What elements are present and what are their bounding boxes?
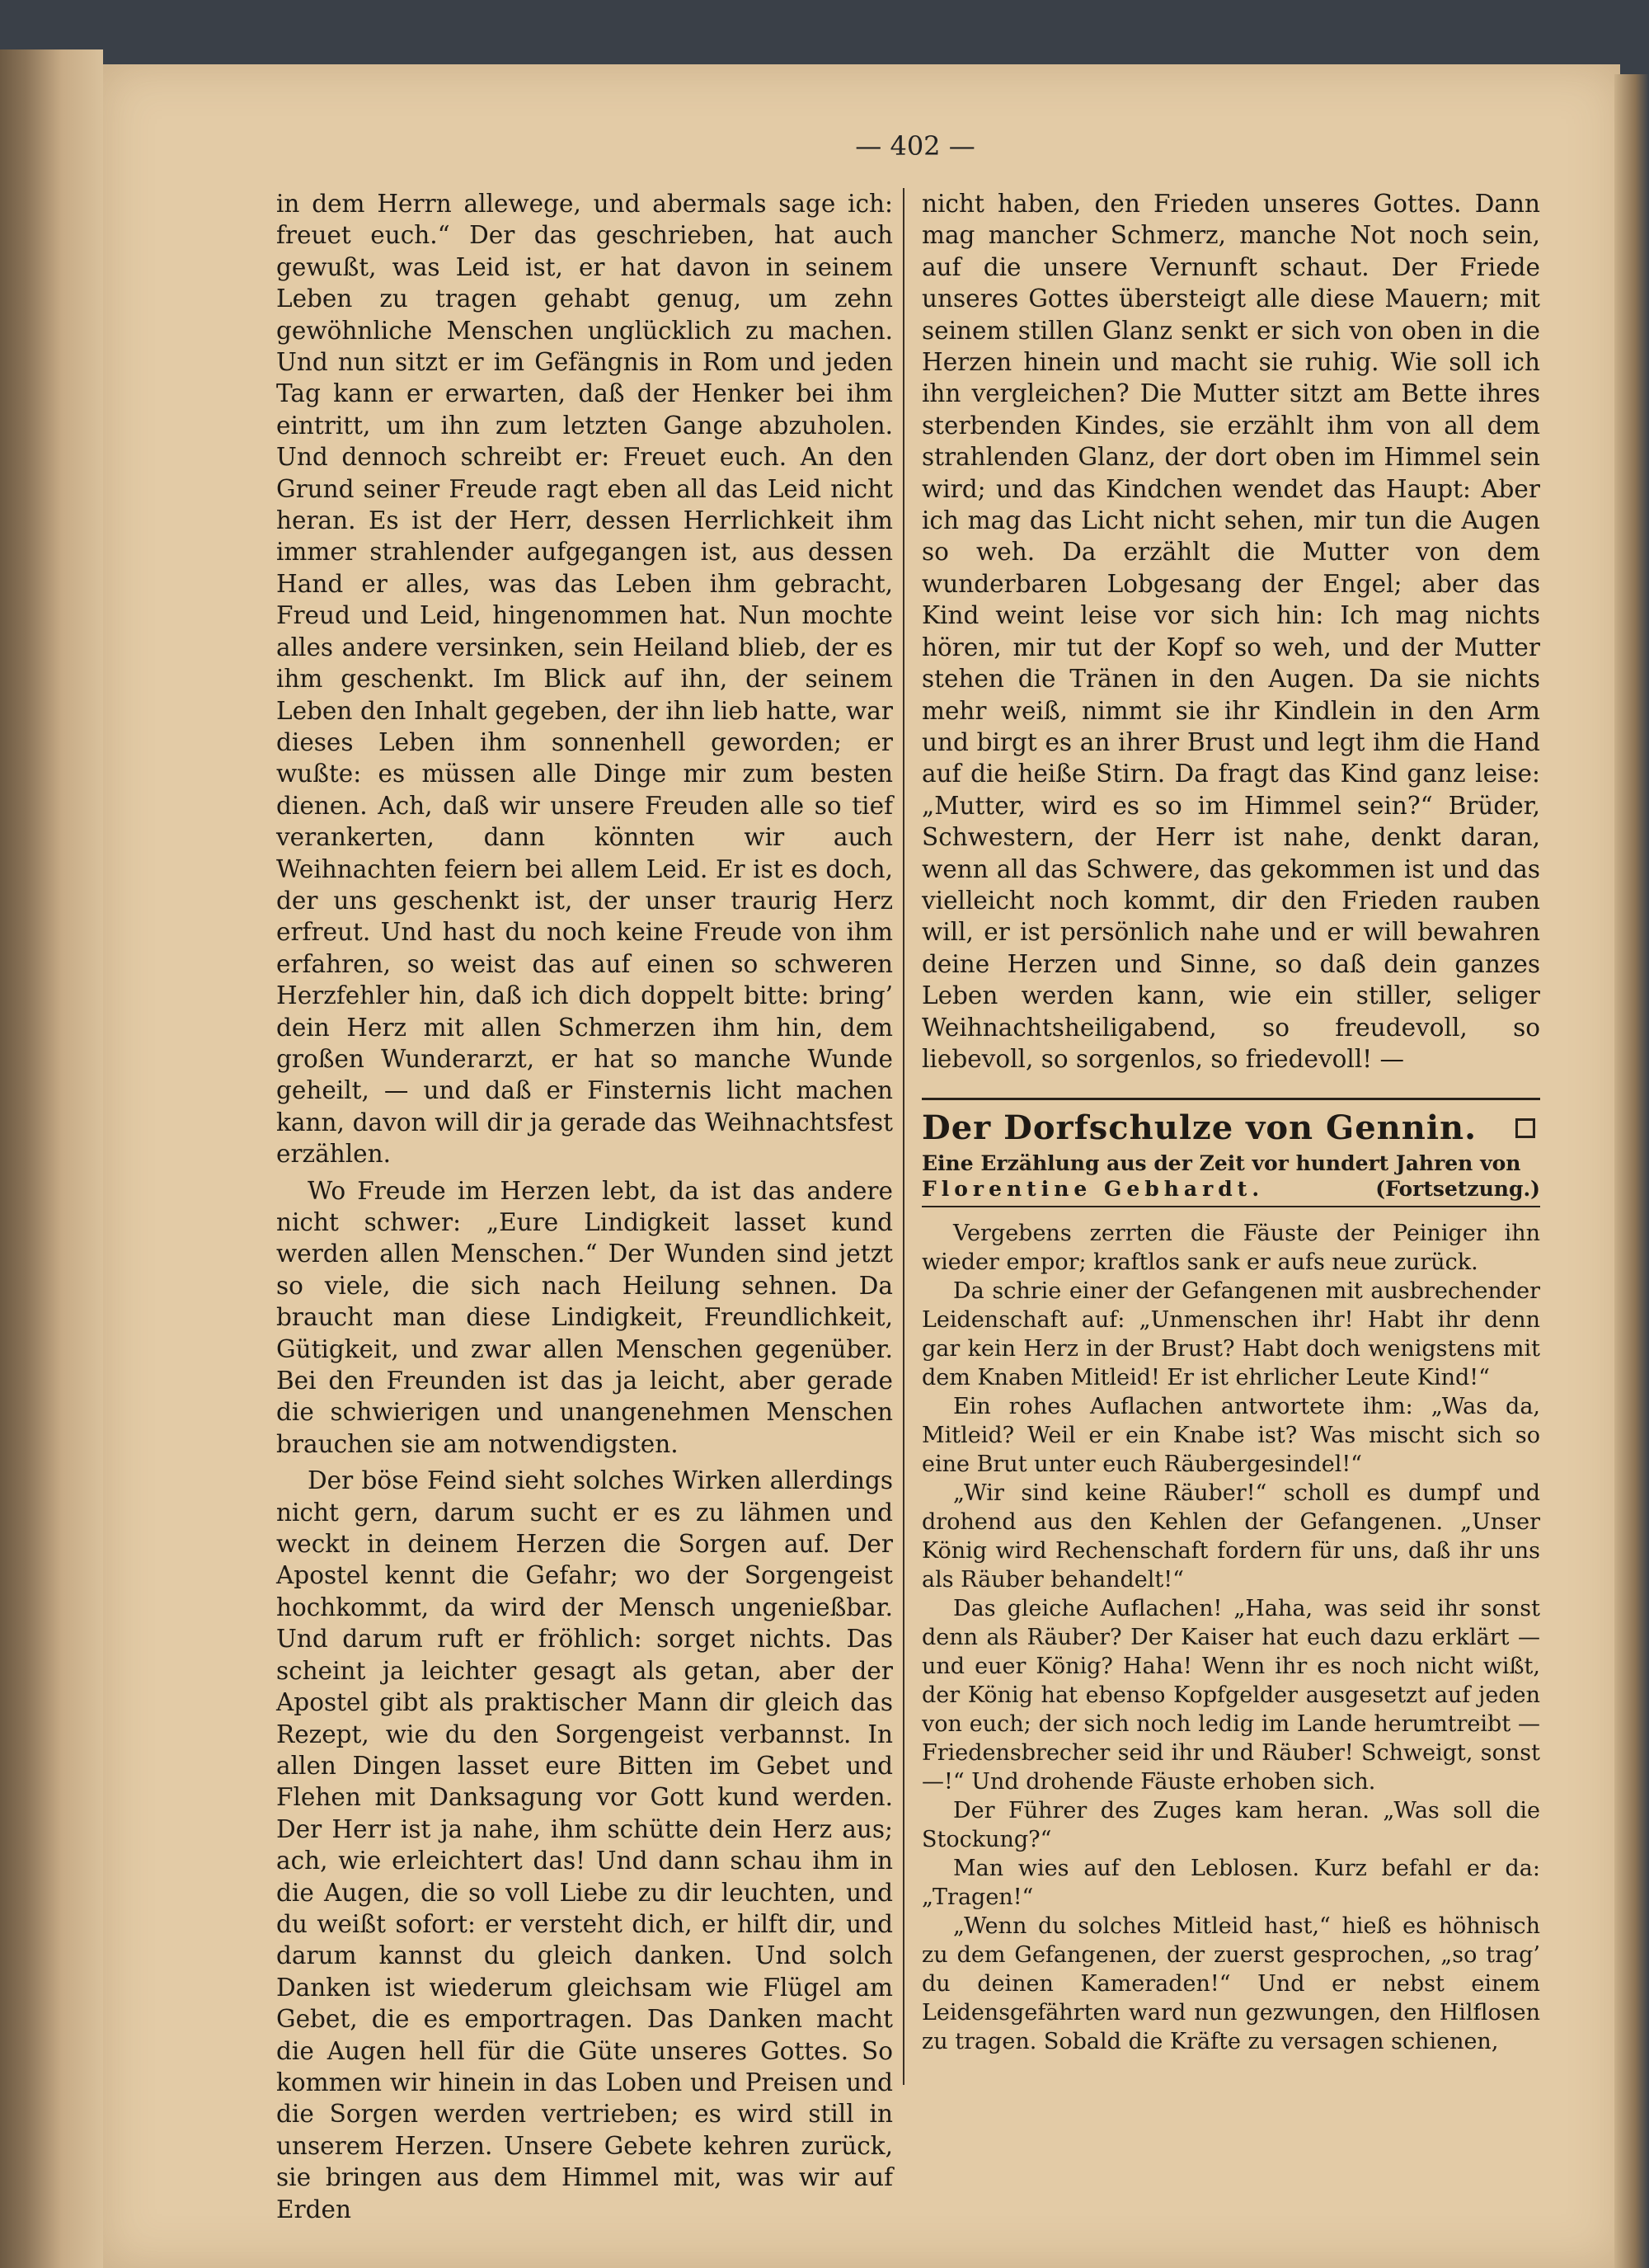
- paragraph: Der böse Feind sieht solches Wirken allerdings nicht gern, darum sucht er es zu lähmen und weckt in deinem Herzen die Sorgen auf. Der Apostel kennt die Gefahr; wo der Sorgengeist hochkommt, da wird der Mensch ungenießbar. Und darum ruft er fröhlich: sorget nichts. Das scheint ja leichter gesagt als getan, aber der Apostel gibt als praktischer Mann dir gleich das Rezept, wie du den Sorgengeist verbannst. In allen Dingen lasset eure Bitten im Gebet und Flehen mit Danksagung vor Gott kund werden. Der Herr ist ja nahe, ihm schütte dein Herz aus; ach, wie erleichtert das! Und dann schau ihm in die Augen, die so voll Liebe zu dir leuchten, und du weißt sofort: er versteht dich, er hilft dir, und darum kannst du gleich danken. Und solch Danken ist wiederum gleichsam wie Flügel am Gebet, die es emportragen. Das Danken macht die Augen hell für die Güte unseres Gottes. So kommen wir hinein in das Loben und Preisen und die Sorgen werden vertrieben; es wird still in unserem Herzen. Unsere Gebete kehren zurück, sie bringen aus dem Himmel mit, was wir auf Erden: [276, 1466, 893, 2223]
- story-body: [922, 1219, 1540, 2056]
- square-ornament-icon: [1515, 1118, 1535, 1138]
- page-edge: [1614, 74, 1649, 2268]
- story-author: Florentine Gebhardt.: [922, 1177, 1265, 1202]
- column-divider: [903, 188, 904, 2085]
- book-spine: [0, 49, 103, 2268]
- story-byline: [922, 1177, 1540, 1201]
- story-paragraph: Man wies auf den Leblosen. Kurz befahl er da: „Tragen!“: [922, 1856, 1540, 1911]
- story-title: Der Dorfschulze von Gennin.: [922, 1108, 1478, 1148]
- right-column: [922, 188, 1540, 2056]
- paragraph: Wo Freude im Herzen lebt, da ist das andere nicht schwer: „Eure Lindigkeit lasset kund werden allen Menschen.“ Der Wunden sind jetzt so viele, die sich nach Heilung sehnen. Da braucht man diese Lindigkeit, Freundlichkeit, Gütigkeit, und zwar allen Menschen gegenüber. Bei den Freunden ist das ja leicht, aber gerade die schwierigen und unangenehmen Menschen brauchen sie am notwendigsten.: [276, 1176, 893, 1458]
- story-paragraph: Ein rohes Auflachen antwortete ihm: „Was da, Mitleid? Weil er ein Knabe ist? Was mischt sich so eine Brut unter euch Räubergesindel!“: [922, 1394, 1540, 1478]
- story-title-row: [922, 1108, 1540, 1147]
- story-continuation: (Fortsetzung.): [1375, 1177, 1540, 1202]
- story-paragraph: Das gleiche Auflachen! „Haha, was seid ihr sonst denn als Räuber? Der Kaiser hat euch dazu erklärt — und euer König? Haha! Wenn ihr es noch nicht wißt, der König hat ebenso Kopfgelder ausgesetzt auf jeden von euch; der sich noch ledig im Lande herumtreibt — Friedensbrecher seid ihr und Räuber! Schweigt, sonst —!“ Und drohende Fäuste erhoben sich.: [922, 1596, 1540, 1795]
- paragraph: in dem Herrn allewege, und abermals sage ich: freuet euch.“ Der das geschrieben, hat auch gewußt, was Leid ist, er hat davon in seinem Leben zu tragen gehabt genug, um zehn gewöhnliche Menschen unglücklich zu machen. Und nun sitzt er im Gefängnis in Rom und jeden Tag kann er erwarten, daß der Henker bei ihm eintritt, um ihn zum letzten Gange abzuholen. Und dennoch schreibt er: Freuet euch. An den Grund seiner Freude ragt eben all das Leid nicht heran. Es ist der Herr, dessen Herrlichkeit ihm immer strahlender aufgegangen ist, aus dessen Hand er alles, was das Leben ihm gebracht, Freud und Leid, hingenommen hat. Nun mochte alles andere versinken, sein Heiland blieb, der es ihm geschenkt. Im Blick auf ihn, der seinem Leben den Inhalt gegeben, der ihn lieb hatte, war dieses Leben ihm sonnenhell geworden; er wußte: es müssen alle Dinge mir zum besten dienen. Ach, daß wir unsere Freuden alle so tief verankerten, dann könnten wir auch Weihnachten feiern bei allem Leid. Er ist es doch, der uns geschenkt ist, der unser traurig Herz erfreut. Und hast du noch keine Freude von ihm erfahren, so weist das auf einen so schweren Herzfehler hin, daß ich dich doppelt bitte: bring’ dein Herz mit allen Schmerzen ihm hin, dem großen Wunderarzt, er hat so manche Wunde geheilt, — und daß er Finsternis licht machen kann, davon will dir ja gerade das Weihnachtsfest erzählen.: [276, 190, 893, 1169]
- paragraph: nicht haben, den Frieden unseres Gottes. Dann mag mancher Schmerz, manche Not noch sein, auf die unsere Vernunft schaut. Der Friede unseres Gottes übersteigt alle diese Mauern; mit seinem stillen Glanz senkt er sich von oben in die Herzen hinein und macht sie ruhig. Wie soll ich ihn vergleichen? Die Mutter sitzt am Bette ihres sterbenden Kindes, sie erzählt ihm von all dem strahlenden Glanz, der dort oben im Himmel sein wird; und das Kindchen wendet das Haupt: Aber ich mag das Licht nicht sehen, mir tun die Augen so weh. Da erzählt die Mutter von dem wunderbaren Lobgesang der Engel; aber das Kind weint leise vor sich hin: Ich mag nichts hören, mir tut der Kopf so weh, und der Mutter stehen die Tränen in den Augen. Da sie nichts mehr weiß, nimmt sie ihr Kindlein in den Arm und birgt es an ihrer Brust und legt ihm die Hand auf die heiße Stirn. Da fragt das Kind ganz leise: „Mutter, wird es so im Himmel sein?“ Brüder, Schwestern, der Herr ist nahe, denkt daran, wenn all das Schwere, das gekommen ist und das vielleicht noch kommt, dir den Frieden rauben will, er ist persönlich nahe und er will bewahren deine Herzen und Sinne, so daß dein ganzes Leben werden kann, wie ein stiller, seliger Weihnachtsheiligabend, so freudevoll, so liebevoll, so sorgenlos, so friedevoll! —: [922, 190, 1540, 1073]
- story-paragraph: Der Führer des Zuges kam heran. „Was soll die Stockung?“: [922, 1798, 1540, 1853]
- story-paragraph: Da schrie einer der Gefangenen mit ausbrechender Leidenschaft auf: „Unmenschen ihr! Habt ihr denn gar kein Herz in der Brust? Habt doch wenigstens mit dem Knaben Mitleid! Er ist ehrlicher Leute Kind!“: [922, 1278, 1540, 1391]
- page-number: — 402 —: [855, 130, 975, 162]
- story-header: [922, 1098, 1540, 1207]
- story-paragraph: Vergebens zerrten die Fäuste der Peiniger ihn wieder empor; kraftlos sank er aufs neue zurück.: [922, 1221, 1540, 1276]
- story-paragraph: „Wir sind keine Räuber!“ scholl es dumpf und drohend aus den Kehlen der Gefangenen. „Unser König wird Rechenschaft fordern für uns, daß ihr uns als Räuber behandelt!“: [922, 1480, 1540, 1593]
- left-column: [276, 188, 893, 2225]
- story-paragraph: „Wenn du solches Mitleid hast,“ hieß es höhnisch zu dem Gefangenen, der zuerst gesprochen, „so trag’ du deinen Kameraden!“ Und er nebst einem Leidensgefährten ward nun gezwungen, den Hilflosen zu tragen. Sobald die Kräfte zu versagen schienen,: [922, 1913, 1540, 2055]
- story-subtitle: Eine Erzählung aus der Zeit vor hundert Jahren von: [922, 1151, 1521, 1176]
